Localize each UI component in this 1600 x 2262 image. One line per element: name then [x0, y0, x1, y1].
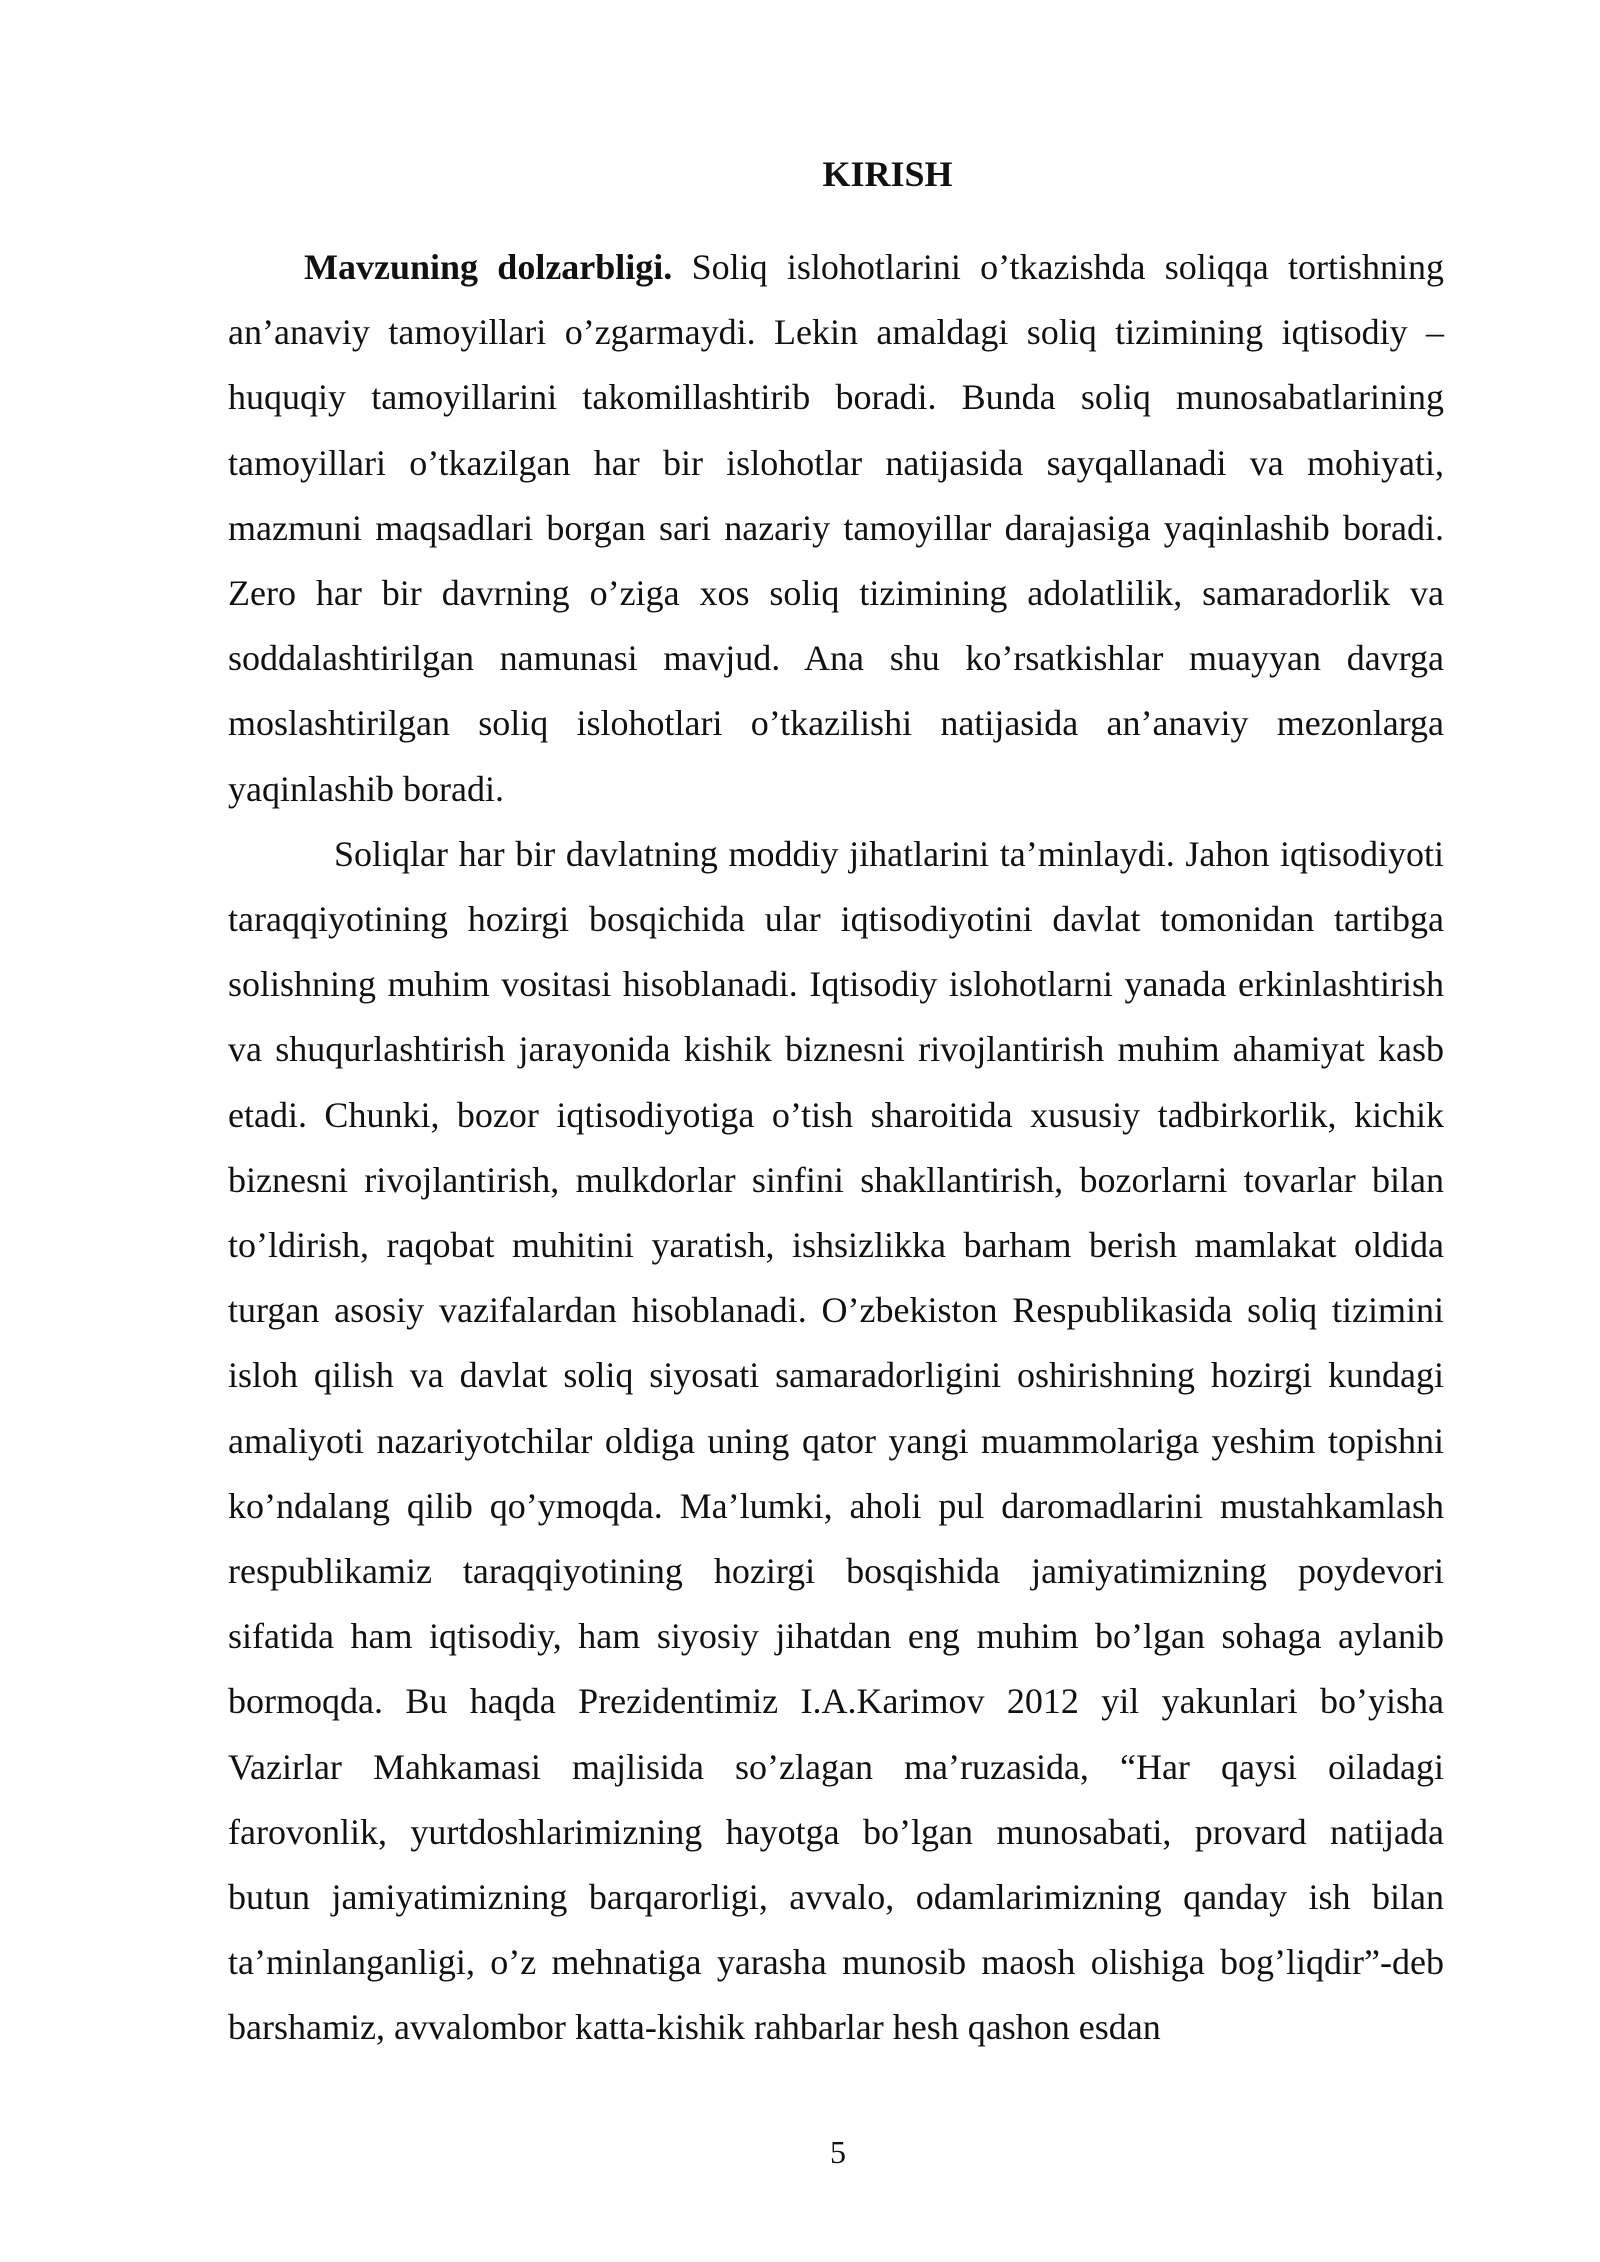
paragraph-relevance — [228, 235, 1444, 822]
paragraph-lead: Mavzuning dolzarbligi. — [304, 247, 673, 287]
page-number: 5 — [830, 2134, 846, 2170]
page-title: KIRISH — [822, 154, 953, 194]
paragraph-text: Soliq islohotlarini o’tkazishda soliqqa tortishning an’anaviy tamoyillari o’zgarmaydi. Lekin amaldagi soliq tizimining iqtisodiy – huquqiy tamoyillarini takomillashtirib boradi. Bunda soliq munosabatlarining tamoyillari o’tkazilgan har bir islohotlar natijasida sayqallanadi va mohiyati, mazmuni maqsadlari borgan sari nazariy tamoyillar darajasiga yaqinlashib boradi. Zero har bir davrning o’ziga xos soliq tizimining adolatlilik, samaradorlik va soddalashtirilgan namunasi mavjud. Ana shu ko’rsatkishlar muayyan davrga moslashtirilgan soliq islohotlari o’tkazilishi natijasida an’anaviy mezonlarga yaqinlashib boradi. — [228, 247, 1444, 809]
paragraph-taxes: Soliqlar har bir davlatning moddiy jihatlarini ta’minlaydi. Jahon iqtisodiyoti taraqqiyotining hozirgi bosqichida ular iqtisodiyotini davlat tomonidan tartibga solishning muhim vositasi hisoblanadi. Iqtisodiy islohotlarni yanada erkinlashtirish va shuqurlashtirish jarayonida kishik biznesni rivojlantirish muhim ahamiyat kasb etadi. Chunki, bozor iqtisodiyotiga o’tish sharoitida xususiy tadbirkorlik, kichik biznesni rivojlantirish, mulkdorlar sinfini shakllantirish, bozorlarni tovarlar bilan to’ldirish, raqobat muhitini yaratish, ishsizlikka barham berish mamlakat oldida turgan asosiy vazifalardan hisoblanadi. O’zbekiston Respublikasida soliq tizimini isloh qilish va davlat soliq siyosati samaradorligini oshirishning hozirgi kundagi amaliyoti nazariyotchilar oldiga uning qator yangi muammolariga yeshim topishni ko’ndalang qilib qo’ymoqda. Ma’lumki, aholi pul daromadlarini mustahkamlash respublikamiz taraqqiyotining hozirgi bosqishida jamiyatimizning poydevori sifatida ham iqtisodiy, ham siyosiy jihatdan eng muhim bo’lgan sohaga aylanib bormoqda. Bu haqda Prezidentimiz I.A.Karimov 2012 yil yakunlari bo’yisha Vazirlar Mahkamasi majlisida so’zlagan ma’ruzasida, “Har qaysi oiladagi farovonlik, yurtdoshlarimizning hayotga bo’lgan munosabati, provard natijada butun jamiyatimizning barqarorligi, avvalo, odamlarimizning qanday ish bilan ta’minlanganligi, o’z mehnatiga yarasha munosib maosh olishiga bog’liqdir”-deb barshamiz, avvalombor katta-kishik rahbarlar hesh qashon esdan — [228, 833, 1444, 2048]
body-text — [228, 235, 1444, 2061]
